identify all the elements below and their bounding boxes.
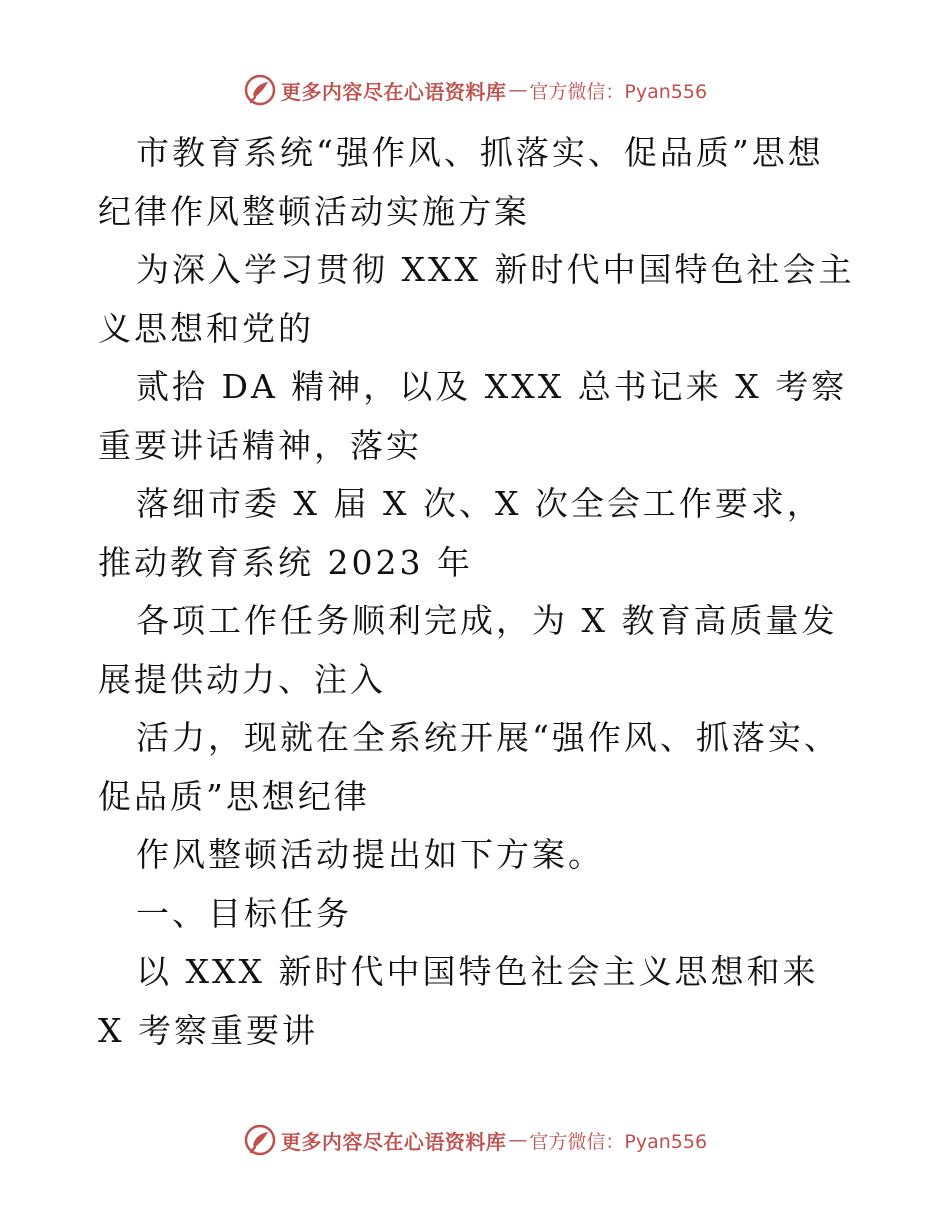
paragraph: 贰拾 DA 精神，以及 XXX 总书记来 X 考察重要讲话精神，落实 bbox=[98, 367, 848, 465]
header-watermark bbox=[0, 70, 950, 110]
paragraph: 落细市委 X 届 X 次、X 次全会工作要求，推动教育系统 2023 年 bbox=[98, 484, 823, 582]
brand-logo-icon bbox=[243, 1123, 277, 1157]
watermark-dash: — bbox=[508, 1129, 528, 1151]
paragraph: 各项工作任务顺利完成，为 X 教育高质量发展提供动力、注入 bbox=[98, 601, 838, 699]
paragraph: 作风整顿活动提出如下方案。 bbox=[136, 835, 604, 874]
brand-logo-icon bbox=[243, 73, 277, 107]
paragraph: 活力，现就在全系统开展“强作风、抓落实、促品质”思想纪律 bbox=[98, 718, 840, 816]
watermark-sub-text: 官方微信：Pyan556 bbox=[529, 1130, 708, 1153]
paragraph: 以 XXX 新时代中国特色社会主义思想和来 X 考察重要讲 bbox=[98, 952, 819, 1050]
document-title: 市教育系统“强作风、抓落实、促品质”思想纪律作风整顿活动实施方案 bbox=[98, 133, 824, 231]
watermark-main-text: 更多内容尽在心语资料库 bbox=[280, 79, 507, 104]
section-heading: 一、目标任务 bbox=[136, 893, 352, 933]
watermark-dash: — bbox=[508, 79, 528, 101]
watermark-main-text: 更多内容尽在心语资料库 bbox=[280, 1129, 507, 1154]
document-body bbox=[98, 124, 858, 1060]
watermark-sub-text: 官方微信：Pyan556 bbox=[529, 80, 708, 103]
paragraph: 为深入学习贯彻 XXX 新时代中国特色社会主义思想和党的 bbox=[98, 250, 855, 348]
footer-watermark bbox=[0, 1120, 950, 1160]
